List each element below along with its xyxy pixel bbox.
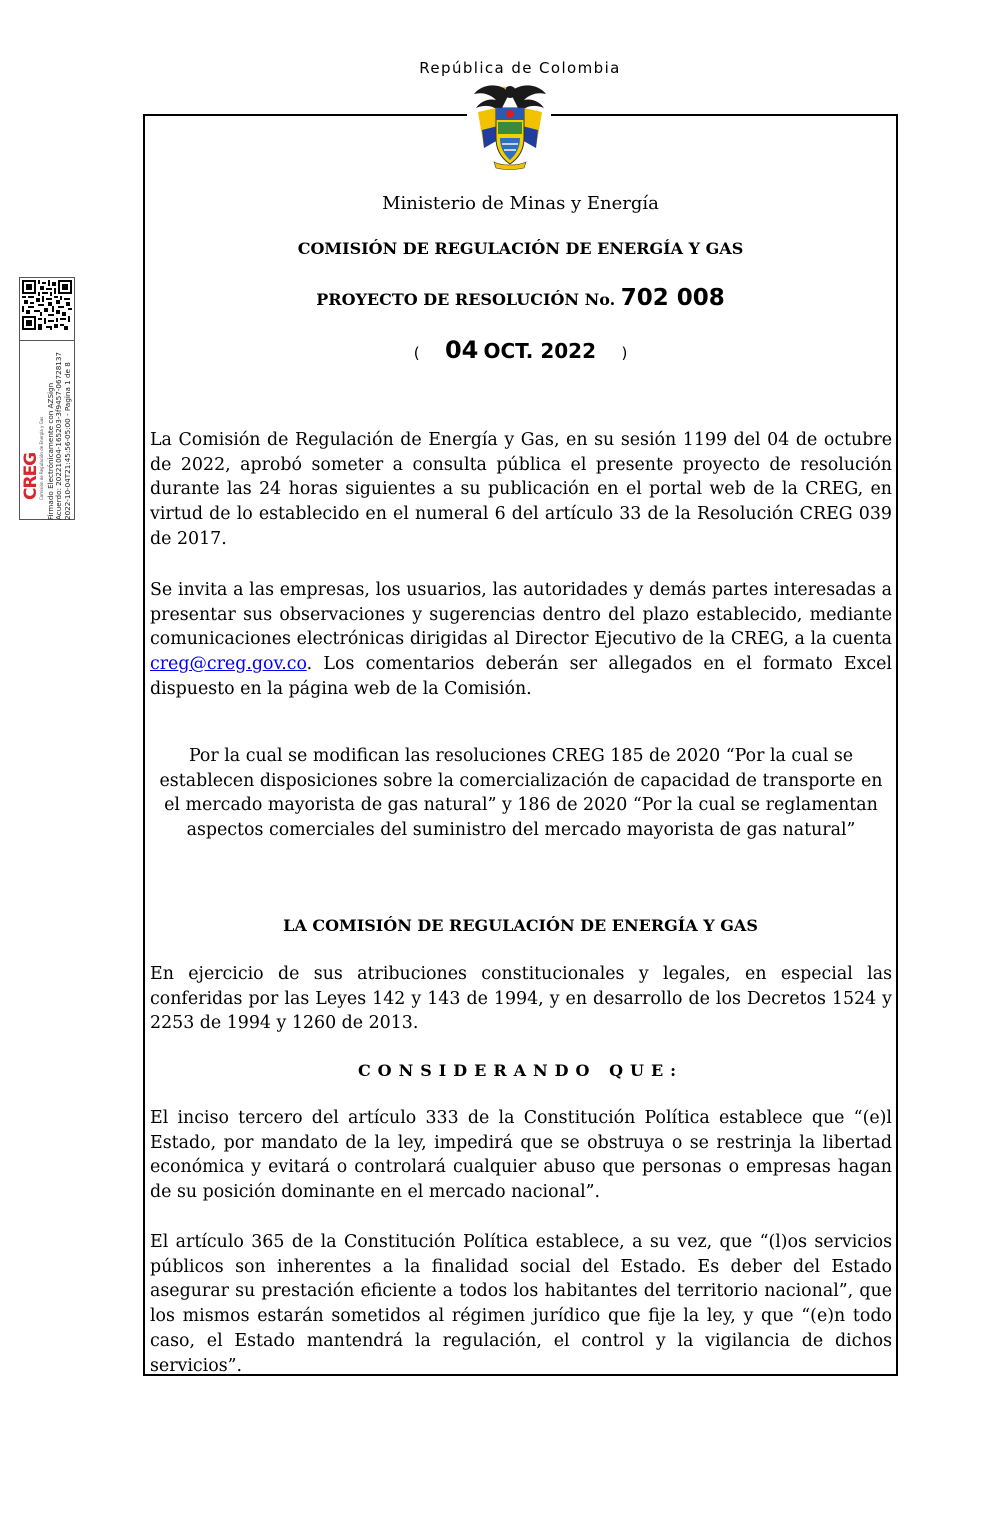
comision-subheading: LA COMISIÓN DE REGULACIÓN DE ENERGÍA Y GAS	[283, 916, 758, 935]
signature-line-1: Firmado Electrónicamente con AZSign	[46, 382, 55, 520]
date-day: 04	[444, 336, 479, 364]
coat-of-arms-icon	[468, 78, 552, 170]
atribuciones-paragraph: En ejercicio de sus atribuciones constitucionales y legales, en especial las conferidas por las Leyes 142 y 143 de 1994, y en desarrollo de los Decretos 1524 y 2253 de 1994 y 1260 de 2013.	[150, 964, 892, 1034]
invitacion-paragraph	[150, 578, 892, 702]
considerando-paragraph-1: El inciso tercero del artículo 333 de la Constitución Política establece que “(e)l Estado, por mandato de la ley, impedirá que se obstruya o se restrinja la libertad económica y evitará o controlará cualquier abuso que personas o empresas hagan de su posición dominante en el mercado nacional”.	[150, 1108, 892, 1203]
signature-line-3: 2022-10-04T21:45:56-05:00 - Pagina 1 de 8	[62, 362, 72, 520]
resolution-date	[145, 336, 896, 364]
date-open-paren: (	[413, 344, 420, 362]
resolution-summary: Por la cual se modifican las resoluciones CREG 185 de 2020 “Por la cual se establecen disposiciones sobre la comercialización de capacidad de transporte en el mercado mayorista de gas natural” y 186 de 2020 “Por la cual se reglamentan aspectos comerciales del suministro del mercado mayorista de gas natural”	[159, 746, 883, 840]
signature-line-2: Acuerdo: 20221004-165203-3f9457-06728137	[54, 352, 64, 520]
date-month-year: OCT. 2022	[483, 339, 596, 363]
considerando-heading: CONSIDERANDO QUE:	[357, 1061, 684, 1080]
considerando-paragraph-2: El artículo 365 de la Constitución Política establece, a su vez, que “(l)os servicios públicos son inherentes a la finalidad social del Estado. Es deber del Estado asegurar su prestación eficiente a todos los habitantes del territorio nacional”, que los mismos estarán sometidos al régimen jurídico que fije la ley, y que “(e)n todo caso, el Estado mantendrá la regulación, el control y la vigilancia de dichos servicios”.	[150, 1232, 892, 1376]
qr-code-icon	[22, 280, 72, 330]
resolucion-number: 702 008	[620, 285, 725, 311]
consulta-paragraph: La Comisión de Regulación de Energía y Gas, en su sesión 1199 del 04 de octubre de 2022, aprobó someter a consulta pública el presente proyecto de resolución durante las 24 horas siguientes a su publicación en el portal web de la CREG, en virtud de lo establecido en el numeral 6 del artículo 33 de la Resolución CREG 039 de 2017.	[150, 430, 892, 549]
creg-logo: CREG	[21, 452, 41, 500]
creg-logo-subtitle: Comisión de Regulación de Energía y Gas	[39, 416, 44, 500]
email-link[interactable]: creg@creg.gov.co	[150, 654, 307, 675]
proyecto-heading	[145, 285, 896, 311]
invitacion-text-before: Se invita a las empresas, los usuarios, las autoridades y demás partes interesadas a presentar sus observaciones y sugerencias dentro del plazo establecido, mediante comunicaciones electrónicas dirigidas al Director Ejecutivo de la CREG, a la cuenta	[150, 580, 892, 650]
date-close-paren: )	[621, 344, 628, 362]
comision-title: COMISIÓN DE REGULACIÓN DE ENERGÍA Y GAS	[297, 239, 744, 258]
republica-heading: República de Colombia	[419, 59, 621, 77]
invitacion-text-after: . Los comentarios deberán ser allegados en el formato Excel dispuesto en la página web de la Comisión.	[150, 654, 892, 699]
ministerio-title: Ministerio de Minas y Energía	[382, 193, 659, 214]
proyecto-label: PROYECTO DE RESOLUCIÓN No.	[316, 290, 616, 309]
signature-text	[47, 345, 72, 520]
